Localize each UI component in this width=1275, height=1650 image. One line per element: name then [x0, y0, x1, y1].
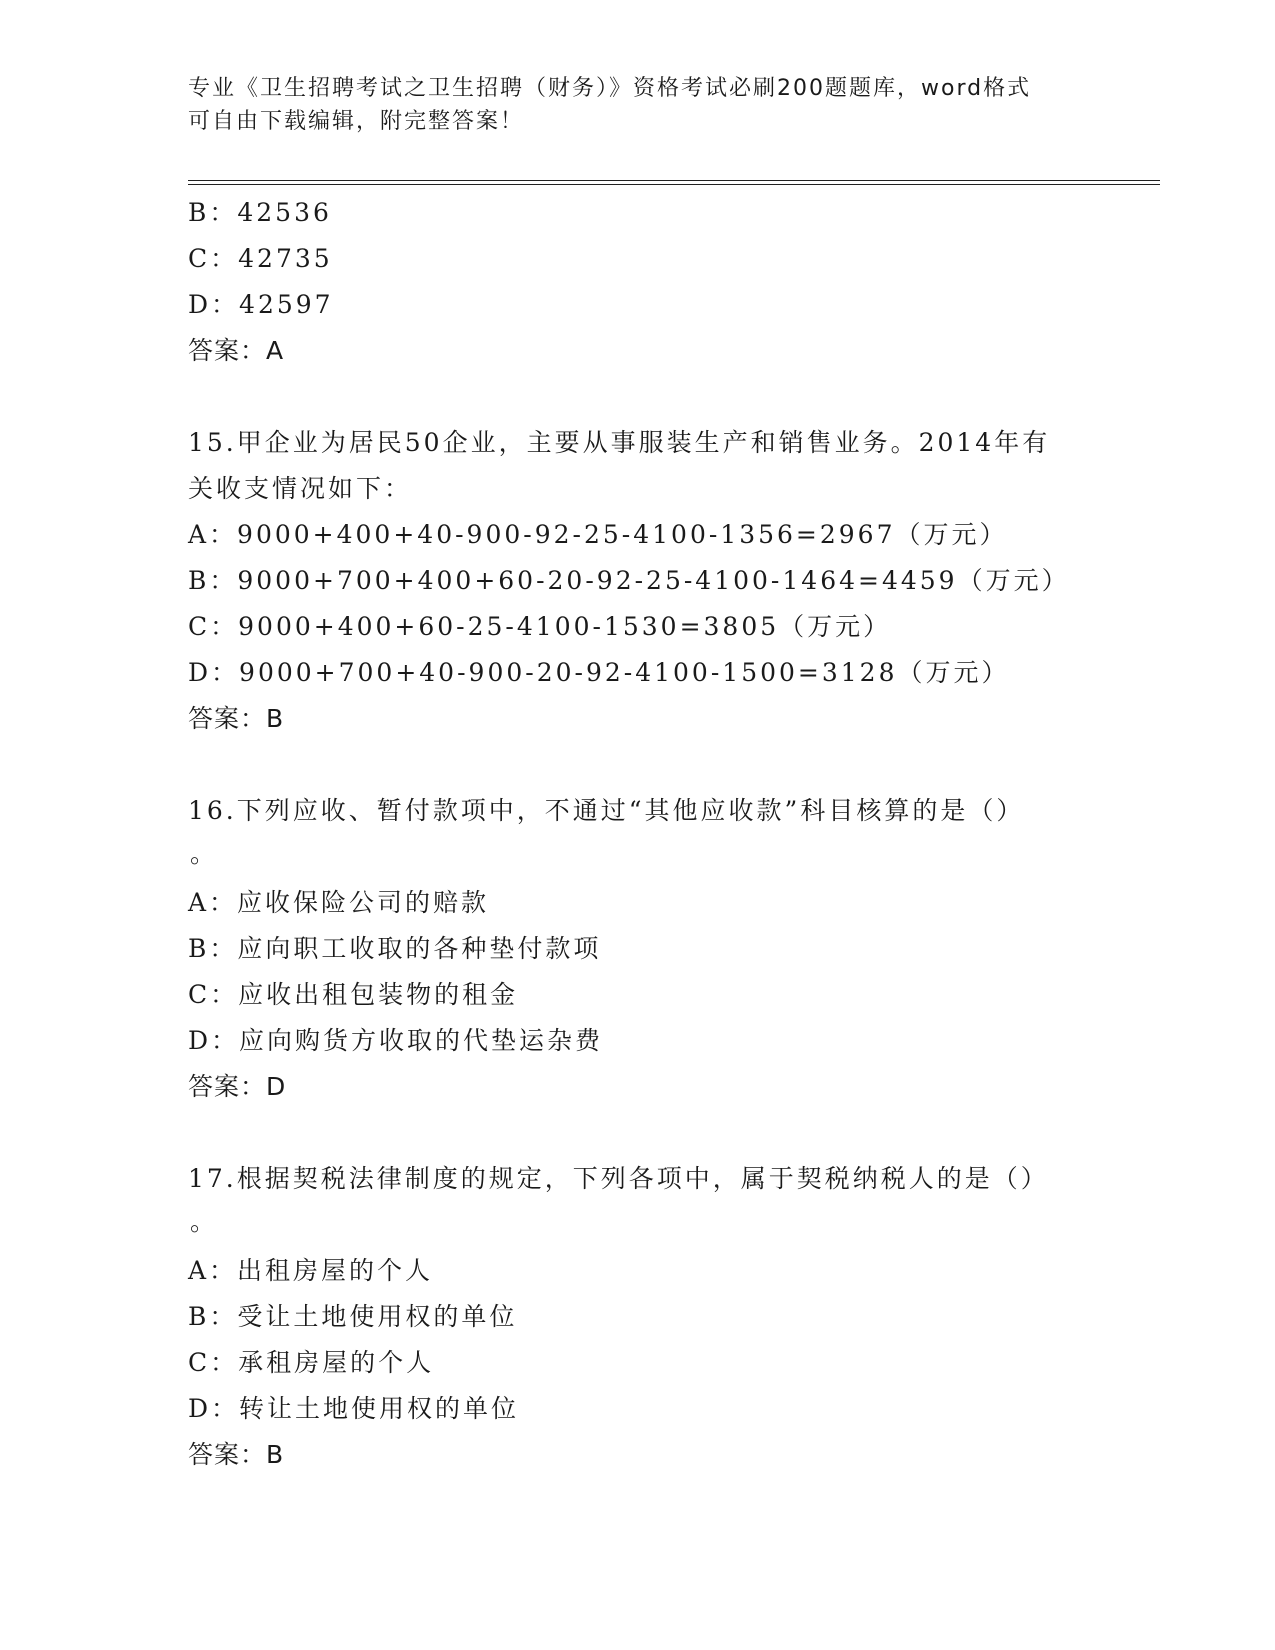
header-divider-bottom — [188, 184, 1160, 185]
option-d: D：转让土地使用权的单位 — [188, 1394, 520, 1423]
document-header — [188, 72, 1088, 138]
question-text-line-2: 关收支情况如下： — [188, 474, 413, 503]
answer: 答案：B — [188, 1440, 285, 1469]
question-15 — [188, 420, 1088, 742]
spacer — [188, 742, 1088, 788]
answer: 答案：B — [188, 704, 285, 733]
question-14 — [188, 190, 1088, 374]
header-line-2: 可自由下载编辑，附完整答案！ — [188, 109, 525, 134]
question-17 — [188, 1156, 1088, 1478]
question-16 — [188, 788, 1088, 1110]
answer: 答案：D — [188, 1072, 287, 1101]
option-b: B：42536 — [188, 198, 332, 227]
option-c: C：9000+400+60-25-4100-1530=3805（万元） — [188, 612, 892, 641]
option-c: C：承租房屋的个人 — [188, 1348, 435, 1377]
option-c: C：应收出租包装物的租金 — [188, 980, 519, 1009]
question-text-line-1: 16.下列应收、暂付款项中，不通过“其他应收款”科目核算的是（） — [188, 796, 1025, 825]
question-text-line-2: 。 — [190, 839, 219, 868]
option-b: B：9000+700+400+60-20-92-25-4100-1464=4459（万元） — [188, 566, 1070, 595]
header-line-1: 专业《卫生招聘考试之卫生招聘（财务）》资格考试必刷200题题库，word格式 — [188, 76, 1032, 101]
header-divider-top — [188, 180, 1160, 181]
spacer — [188, 1110, 1088, 1156]
option-d: D：应向购货方收取的代垫运杂费 — [188, 1026, 604, 1055]
option-d: D：42597 — [188, 290, 334, 319]
spacer — [188, 374, 1088, 420]
question-text-line-1: 15.甲企业为居民50企业，主要从事服装生产和销售业务。2014年有 — [188, 428, 1051, 457]
option-b: B：受让土地使用权的单位 — [188, 1302, 518, 1331]
option-d: D：9000+700+40-900-20-92-4100-1500=3128（万元） — [188, 658, 1010, 687]
option-c: C：42735 — [188, 244, 333, 273]
question-text-line-1: 17.根据契税法律制度的规定，下列各项中，属于契税纳税人的是（） — [188, 1164, 1049, 1193]
answer: 答案：A — [188, 336, 285, 365]
option-a: A：应收保险公司的赔款 — [188, 888, 490, 917]
option-b: B：应向职工收取的各种垫付款项 — [188, 934, 602, 963]
option-a: A：9000+400+40-900-92-25-4100-1356=2967（万元） — [188, 520, 1008, 549]
option-a: A：出租房屋的个人 — [188, 1256, 434, 1285]
question-text-line-2: 。 — [190, 1207, 219, 1236]
question-list — [188, 190, 1088, 1478]
